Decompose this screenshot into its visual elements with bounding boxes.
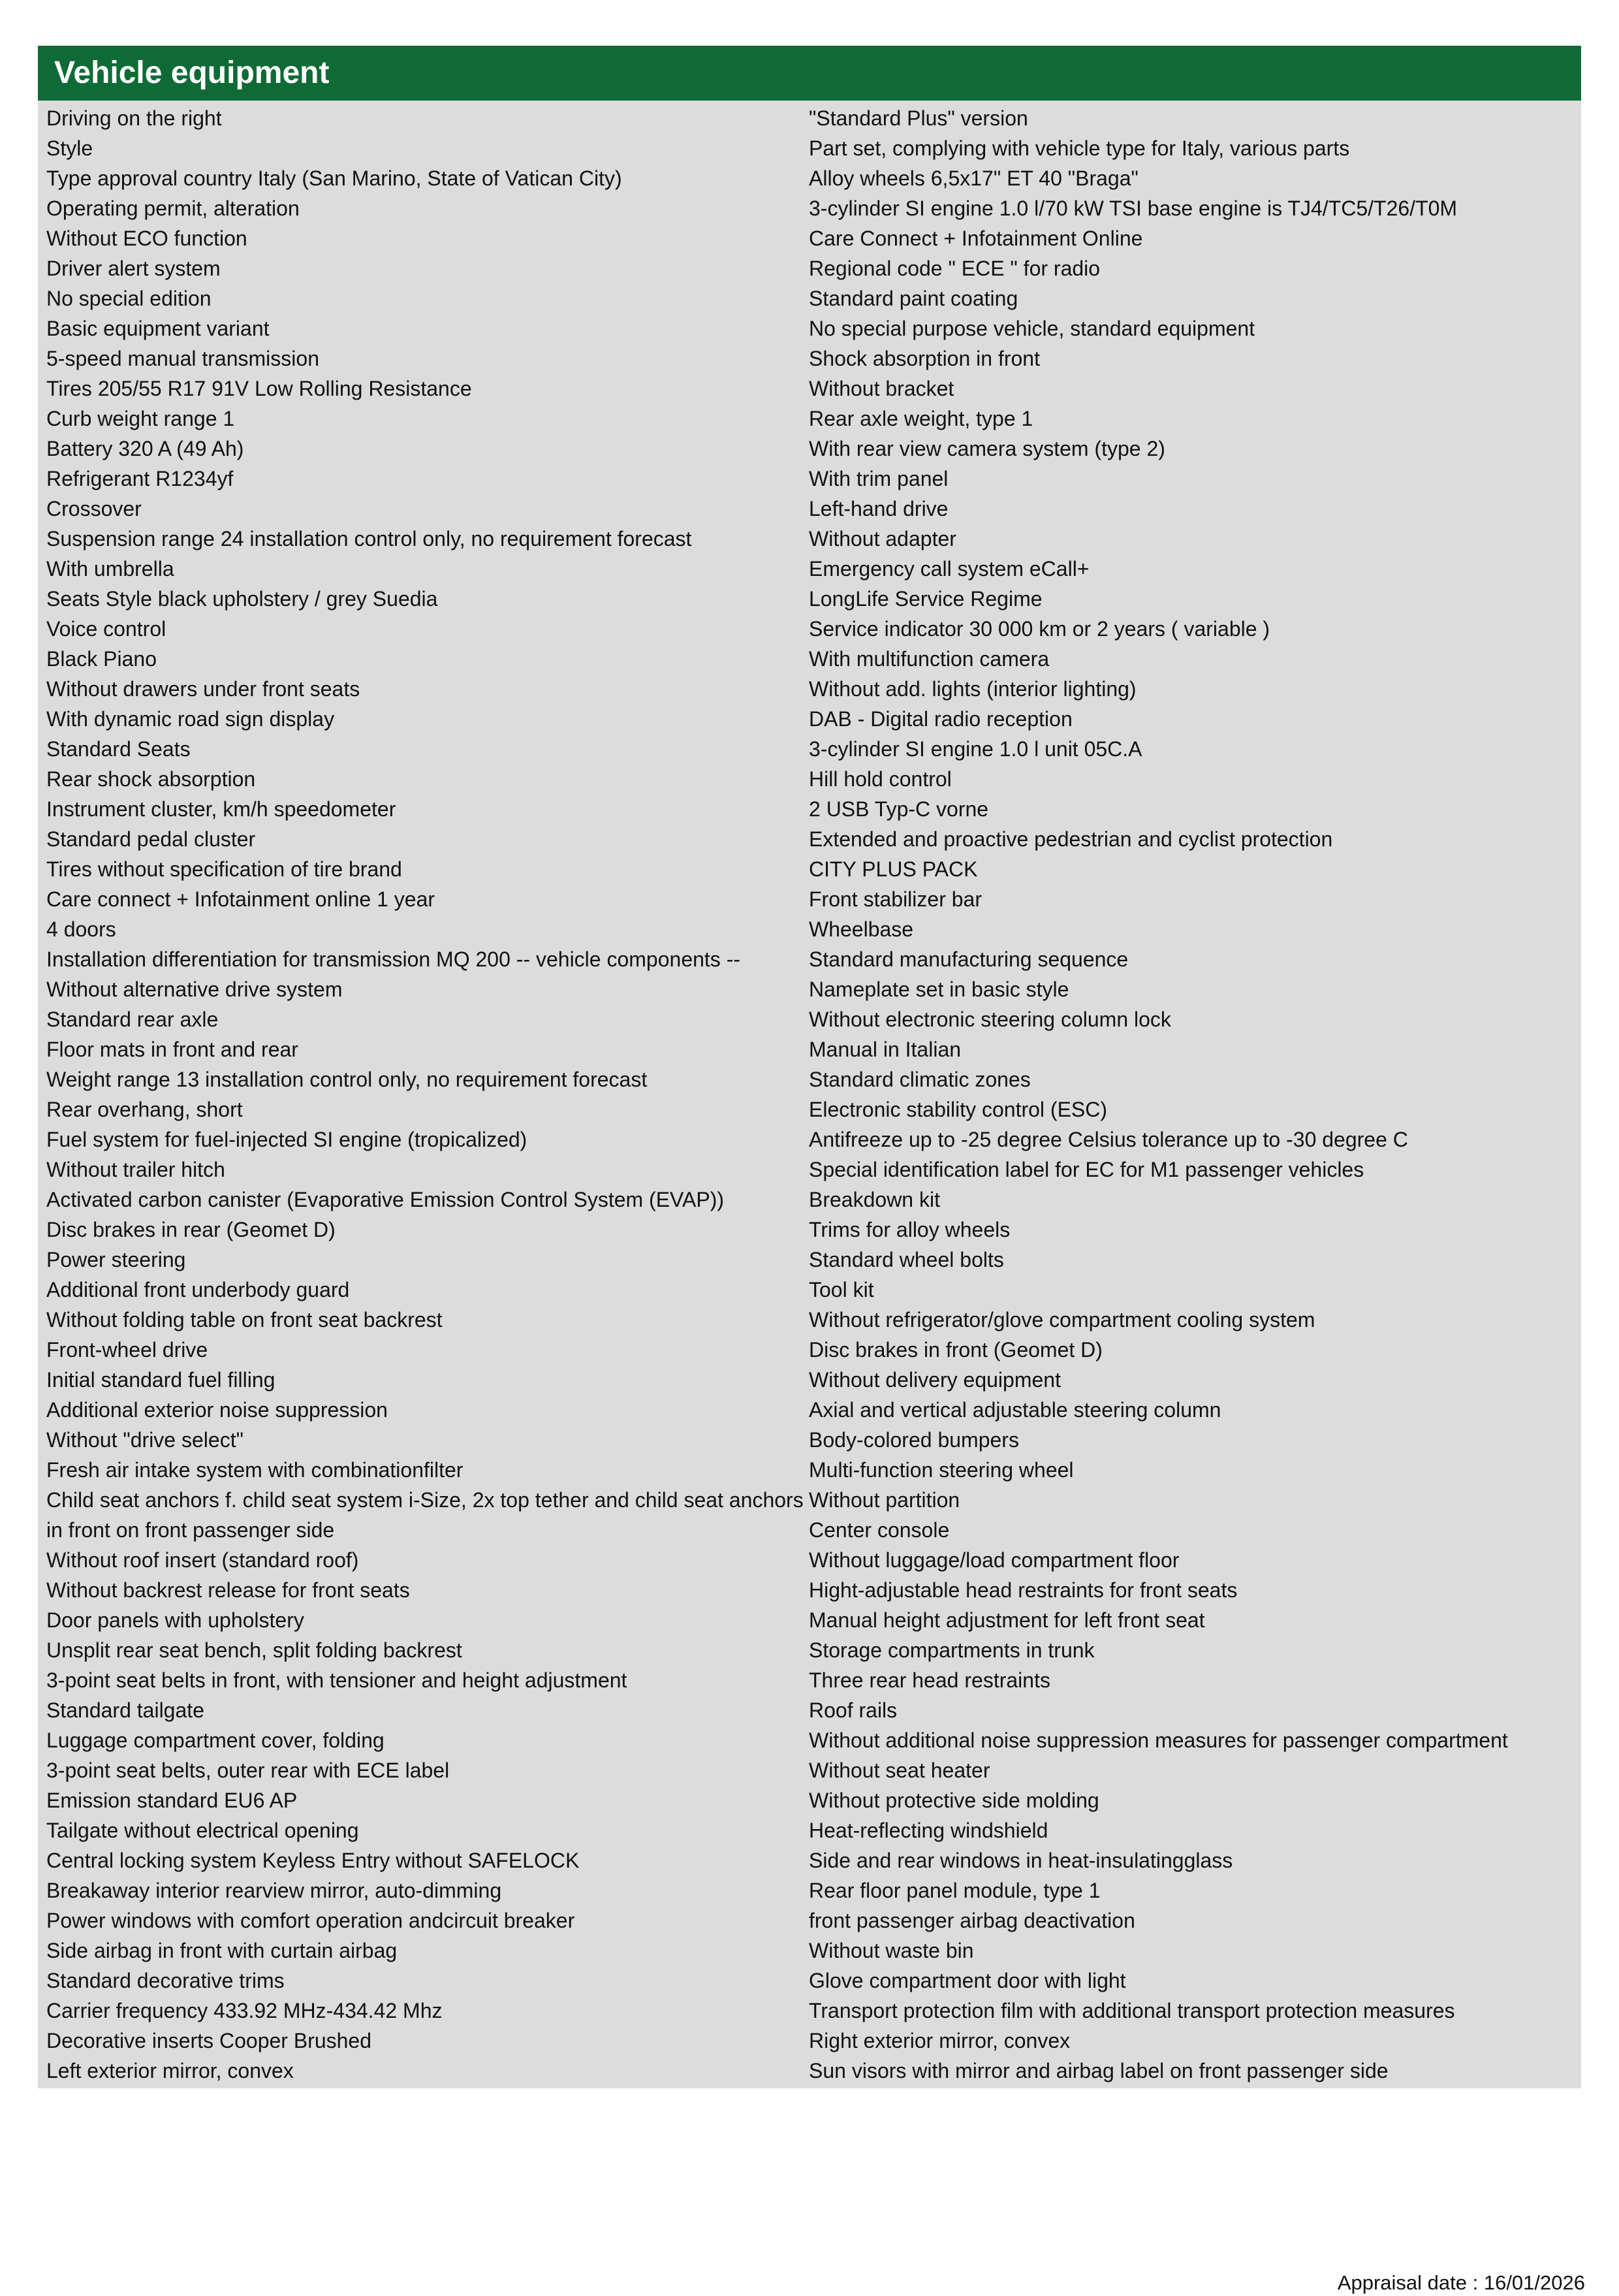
appraisal-date: Appraisal date : 16/01/2026 bbox=[1337, 2271, 1585, 2294]
equipment-item: Driving on the right bbox=[46, 106, 222, 130]
equipment-item: Standard pedal cluster bbox=[46, 827, 256, 851]
equipment-item: Emergency call system eCall+ bbox=[809, 557, 1090, 581]
equipment-item: Without delivery equipment bbox=[809, 1368, 1061, 1392]
equipment-item: Breakaway interior rearview mirror, auto-dimming bbox=[46, 1879, 502, 1902]
equipment-item: Without roof insert (standard roof) bbox=[46, 1548, 359, 1572]
equipment-item: Rear overhang, short bbox=[46, 1098, 243, 1121]
equipment-item: Carrier frequency 433.92 MHz-434.42 Mhz bbox=[46, 1999, 443, 2022]
equipment-item: Fresh air intake system with combinationfilter bbox=[46, 1458, 464, 1482]
equipment-item: Hill hold control bbox=[809, 767, 952, 791]
equipment-item: With multifunction camera bbox=[809, 647, 1050, 671]
equipment-item: Standard tailgate bbox=[46, 1698, 204, 1722]
equipment-item: Black Piano bbox=[46, 647, 157, 671]
equipment-item: 3-cylinder SI engine 1.0 l/70 kW TSI base engine is TJ4/TC5/T26/T0M bbox=[809, 197, 1458, 220]
equipment-item: Seats Style black upholstery / grey Suedia bbox=[46, 587, 438, 611]
equipment-item: Operating permit, alteration bbox=[46, 197, 300, 220]
equipment-item: Type approval country Italy (San Marino, State of Vatican City) bbox=[46, 167, 622, 190]
equipment-item: Emission standard EU6 AP bbox=[46, 1789, 298, 1812]
equipment-item: Without add. lights (interior lighting) bbox=[809, 677, 1137, 701]
equipment-item: Roof rails bbox=[809, 1698, 898, 1722]
equipment-item: Nameplate set in basic style bbox=[809, 978, 1069, 1001]
equipment-item: DAB - Digital radio reception bbox=[809, 707, 1073, 731]
equipment-item: Installation differentiation for transmission MQ 200 -- vehicle components -- bbox=[46, 948, 740, 971]
equipment-item: Battery 320 A (49 Ah) bbox=[46, 437, 244, 460]
equipment-item: Manual height adjustment for left front seat bbox=[809, 1608, 1205, 1632]
equipment-item: Fuel system for fuel-injected SI engine (tropicalized) bbox=[46, 1128, 527, 1151]
equipment-item: Standard manufacturing sequence bbox=[809, 948, 1129, 971]
equipment-item: Without protective side molding bbox=[809, 1789, 1099, 1812]
equipment-item: 3-point seat belts in front, with tensioner and height adjustment bbox=[46, 1668, 627, 1692]
equipment-item: Standard decorative trims bbox=[46, 1969, 285, 1992]
equipment-item: Suspension range 24 installation control only, no requirement forecast bbox=[46, 527, 692, 550]
equipment-item: With dynamic road sign display bbox=[46, 707, 335, 731]
equipment-item: Shock absorption in front bbox=[809, 347, 1040, 370]
equipment-item: Right exterior mirror, convex bbox=[809, 2029, 1071, 2052]
equipment-item: Service indicator 30 000 km or 2 years ( variable ) bbox=[809, 617, 1270, 641]
equipment-item: Disc brakes in rear (Geomet D) bbox=[46, 1218, 336, 1241]
equipment-item: Without folding table on front seat backrest bbox=[46, 1308, 443, 1331]
equipment-item: Manual in Italian bbox=[809, 1038, 962, 1061]
equipment-item: Heat-reflecting windshield bbox=[809, 1819, 1048, 1842]
equipment-item: Weight range 13 installation control only, no requirement forecast bbox=[46, 1068, 648, 1091]
equipment-item: Additional exterior noise suppression bbox=[46, 1398, 388, 1422]
equipment-item: Rear shock absorption bbox=[46, 767, 256, 791]
equipment-item: Floor mats in front and rear bbox=[46, 1038, 298, 1061]
equipment-item: Wheelbase bbox=[809, 917, 914, 941]
equipment-item: Without seat heater bbox=[809, 1759, 990, 1782]
equipment-item: Central locking system Keyless Entry without SAFELOCK bbox=[46, 1849, 580, 1872]
equipment-item: Without waste bin bbox=[809, 1939, 974, 1962]
equipment-item: Tool kit bbox=[809, 1278, 874, 1301]
equipment-item: Style bbox=[46, 136, 93, 160]
equipment-item: CITY PLUS PACK bbox=[809, 857, 978, 881]
equipment-item: Body-colored bumpers bbox=[809, 1428, 1019, 1452]
equipment-item: Standard Seats bbox=[46, 737, 191, 761]
equipment-item: Child seat anchors f. child seat system i-Size, 2x top tether and child seat anchors in front on front passenger side bbox=[46, 1488, 804, 1542]
equipment-item: Rear floor panel module, type 1 bbox=[809, 1879, 1101, 1902]
equipment-item: Left exterior mirror, convex bbox=[46, 2059, 294, 2082]
equipment-item: Electronic stability control (ESC) bbox=[809, 1098, 1108, 1121]
equipment-item: Extended and proactive pedestrian and cyclist protection bbox=[809, 827, 1333, 851]
equipment-item: Disc brakes in front (Geomet D) bbox=[809, 1338, 1103, 1362]
equipment-item: Tires 205/55 R17 91V Low Rolling Resistance bbox=[46, 377, 472, 400]
equipment-item: Standard climatic zones bbox=[809, 1068, 1031, 1091]
equipment-item: Sun visors with mirror and airbag label on front passenger side bbox=[809, 2059, 1389, 2082]
equipment-item: Without trailer hitch bbox=[46, 1158, 225, 1181]
equipment-item: Initial standard fuel filling bbox=[46, 1368, 275, 1392]
equipment-item: Without "drive select" bbox=[46, 1428, 244, 1452]
equipment-item: 4 doors bbox=[46, 917, 116, 941]
equipment-item: Power windows with comfort operation andcircuit breaker bbox=[46, 1909, 575, 1932]
equipment-item: Curb weight range 1 bbox=[46, 407, 235, 430]
equipment-item: Without partition bbox=[809, 1488, 960, 1512]
equipment-item: Breakdown kit bbox=[809, 1188, 940, 1211]
equipment-item: Three rear head restraints bbox=[809, 1668, 1050, 1692]
equipment-item: Standard wheel bolts bbox=[809, 1248, 1004, 1271]
equipment-item: Crossover bbox=[46, 497, 142, 520]
equipment-item: 3-cylinder SI engine 1.0 l unit 05C.A bbox=[809, 737, 1142, 761]
equipment-item: Alloy wheels 6,5x17" ET 40 "Braga" bbox=[809, 167, 1139, 190]
equipment-item: No special edition bbox=[46, 287, 212, 310]
equipment-item: With rear view camera system (type 2) bbox=[809, 437, 1165, 460]
equipment-item: 5-speed manual transmission bbox=[46, 347, 319, 370]
equipment-item: Without luggage/load compartment floor bbox=[809, 1548, 1180, 1572]
equipment-item: LongLife Service Regime bbox=[809, 587, 1043, 611]
equipment-item: Power steering bbox=[46, 1248, 186, 1271]
equipment-item: Tailgate without electrical opening bbox=[46, 1819, 359, 1842]
equipment-item: Trims for alloy wheels bbox=[809, 1218, 1011, 1241]
equipment-column-left bbox=[38, 103, 809, 2086]
equipment-item: No special purpose vehicle, standard equipment bbox=[809, 317, 1255, 340]
section-title: Vehicle equipment bbox=[38, 46, 1581, 101]
equipment-item: Rear axle weight, type 1 bbox=[809, 407, 1033, 430]
equipment-item: Without bracket bbox=[809, 377, 954, 400]
equipment-item: Voice control bbox=[46, 617, 166, 641]
equipment-item: Driver alert system bbox=[46, 257, 221, 280]
equipment-item: With umbrella bbox=[46, 557, 174, 581]
equipment-item: With trim panel bbox=[809, 467, 949, 490]
equipment-item: "Standard Plus" version bbox=[809, 106, 1028, 130]
equipment-item: Glove compartment door with light bbox=[809, 1969, 1126, 1992]
equipment-item: Care Connect + Infotainment Online bbox=[809, 227, 1143, 250]
equipment-item: Part set, complying with vehicle type for Italy, various parts bbox=[809, 136, 1350, 160]
equipment-item: Without additional noise suppression measures for passenger compartment bbox=[809, 1729, 1508, 1752]
equipment-item: Center console bbox=[809, 1518, 950, 1542]
equipment-item: Side and rear windows in heat-insulatingglass bbox=[809, 1849, 1233, 1872]
equipment-item: Antifreeze up to -25 degree Celsius tolerance up to -30 degree C bbox=[809, 1128, 1408, 1151]
equipment-item: Without backrest release for front seats bbox=[46, 1578, 410, 1602]
equipment-column-right bbox=[809, 103, 1581, 2086]
equipment-item: Axial and vertical adjustable steering column bbox=[809, 1398, 1221, 1422]
equipment-item: Special identification label for EC for M1 passenger vehicles bbox=[809, 1158, 1364, 1181]
equipment-item: Instrument cluster, km/h speedometer bbox=[46, 797, 396, 821]
equipment-item: Front-wheel drive bbox=[46, 1338, 208, 1362]
equipment-item: Unsplit rear seat bench, split folding backrest bbox=[46, 1638, 462, 1662]
equipment-item: Tires without specification of tire brand bbox=[46, 857, 402, 881]
equipment-item: Storage compartments in trunk bbox=[809, 1638, 1095, 1662]
equipment-item: front passenger airbag deactivation bbox=[809, 1909, 1135, 1932]
equipment-item: Without ECO function bbox=[46, 227, 247, 250]
equipment-item: 2 USB Typ-C vorne bbox=[809, 797, 989, 821]
equipment-item: Basic equipment variant bbox=[46, 317, 270, 340]
equipment-item: Without adapter bbox=[809, 527, 956, 550]
equipment-item: Side airbag in front with curtain airbag bbox=[46, 1939, 398, 1962]
equipment-item: Front stabilizer bar bbox=[809, 887, 982, 911]
equipment-item: Hight-adjustable head restraints for front seats bbox=[809, 1578, 1238, 1602]
equipment-item: Without electronic steering column lock bbox=[809, 1008, 1171, 1031]
equipment-item: Standard paint coating bbox=[809, 287, 1018, 310]
equipment-item: Decorative inserts Cooper Brushed bbox=[46, 2029, 372, 2052]
equipment-item: Standard rear axle bbox=[46, 1008, 219, 1031]
equipment-item: Left-hand drive bbox=[809, 497, 949, 520]
equipment-item: Multi-function steering wheel bbox=[809, 1458, 1074, 1482]
equipment-list bbox=[38, 101, 1581, 2088]
vehicle-equipment-section bbox=[38, 46, 1581, 2088]
equipment-item: Transport protection film with additional transport protection measures bbox=[809, 1999, 1455, 2022]
equipment-item: Care connect + Infotainment online 1 year bbox=[46, 887, 435, 911]
equipment-item: Activated carbon canister (Evaporative Emission Control System (EVAP)) bbox=[46, 1188, 725, 1211]
equipment-item: Without drawers under front seats bbox=[46, 677, 360, 701]
equipment-item: Regional code " ECE " for radio bbox=[809, 257, 1101, 280]
equipment-item: Without alternative drive system bbox=[46, 978, 343, 1001]
equipment-item: Without refrigerator/glove compartment cooling system bbox=[809, 1308, 1315, 1331]
equipment-item: Door panels with upholstery bbox=[46, 1608, 304, 1632]
equipment-item: Additional front underbody guard bbox=[46, 1278, 350, 1301]
equipment-item: Luggage compartment cover, folding bbox=[46, 1729, 385, 1752]
equipment-item: Refrigerant R1234yf bbox=[46, 467, 234, 490]
equipment-item: 3-point seat belts, outer rear with ECE label bbox=[46, 1759, 450, 1782]
